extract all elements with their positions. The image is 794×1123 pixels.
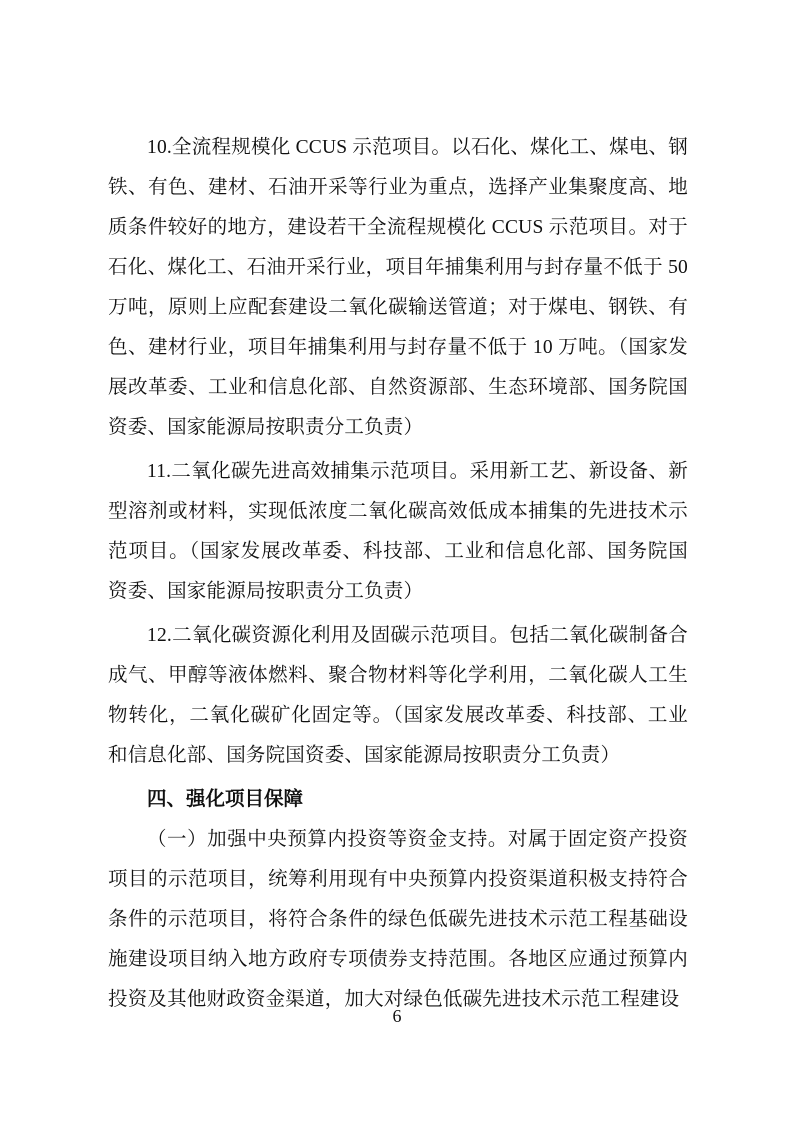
paragraph-subsection-one: （一）加强中央预算内投资等资金支持。对属于固定资产投资项目的示范项目，统筹利用现有中央预算内投资渠道积极支持符合条件的示范项目，将符合条件的绿色低碳先进技术示范工程基础设施建设项目纳入地方政府专项债券支持范围。各地区应通过预算内投资及其他财政资金渠道，加大对绿色低碳先进技术示范工程建设 — [108, 829, 688, 1010]
page-number: 6 — [392, 1006, 402, 1026]
paragraph-item-10: 10.全流程规模化 CCUS 示范项目。以石化、煤化工、煤电、钢铁、有色、建材、石油开采等行业为重点，选择产业集聚度高、地质条件较好的地方，建设若干全流程规模化 CCUS 示范项目。对于石化、煤化工、石油开采行业，项目年捕集利用与封存量不低于 50 万吨，原则上应配套建设二氧化碳输送管道；对于煤电、钢铁、有色、建材行业，项目年捕集利用与封存量不低于 10 万吨。（国家发展改革委、工业和信息化部、自然资源部、生态环境部、国务院国资委、国家能源局按职责分工负责） — [108, 137, 688, 438]
paragraph-item-11: 11.二氧化碳先进高效捕集示范项目。采用新工艺、新设备、新型溶剂或材料，实现低浓度二氧化碳高效低成本捕集的先进技术示范项目。（国家发展改革委、科技部、工业和信息化部、国务院国资委、国家能源局按职责分工负责） — [108, 461, 688, 602]
paragraph-item-12: 12.二氧化碳资源化利用及固碳示范项目。包括二氧化碳制备合成气、甲醇等液体燃料、聚合物材料等化学利用，二氧化碳人工生物转化，二氧化碳矿化固定等。（国家发展改革委、科技部、工业和信息化部、国务院国资委、国家能源局按职责分工负责） — [108, 625, 688, 766]
page-content — [108, 128, 688, 1020]
section-heading-four: 四、强化项目保障 — [147, 789, 304, 810]
